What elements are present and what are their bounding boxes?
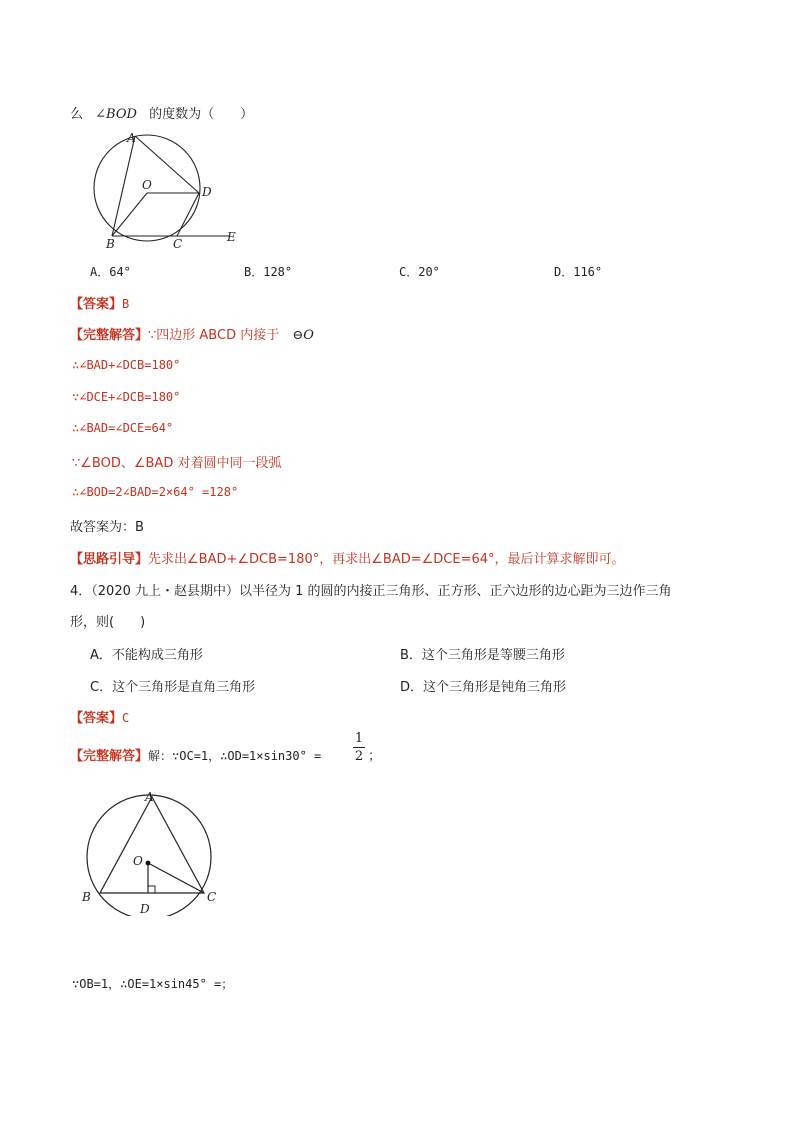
q3-answer — [70, 293, 129, 312]
q4-option-d: D．这个三角形是钝角三角形 — [400, 680, 567, 695]
q3-stem-prefix: 么 — [70, 107, 84, 122]
q4-option-a: A．不能构成三角形 — [90, 648, 203, 663]
q3-label-d: D — [202, 185, 212, 199]
q3-answer-tag: 【答案】 — [70, 297, 123, 312]
q4-stem-line1: 4．（2020 九上・赵县期中）以半径为 1 的圆的内接正三角形、正方形、正六边形的边心距为三边作三角 — [70, 584, 672, 599]
q3-solution-tag: 【完整解答】 — [70, 328, 149, 343]
q4-right-angle-mark — [148, 886, 155, 893]
q4-label-o: O — [133, 854, 143, 868]
q4-option-b: B．这个三角形是等腰三角形 — [400, 648, 565, 663]
q4-circle — [87, 795, 211, 916]
q4-option-c: C．这个三角形是直角三角形 — [90, 680, 256, 695]
q4-solution-end: ； — [368, 749, 382, 764]
q3-hint — [70, 548, 625, 567]
q4-stem-line2: 形，则( ) — [70, 615, 146, 630]
q3-circle-symbol: ⊖O — [292, 328, 314, 343]
q4-fraction-numerator: 1 — [354, 731, 364, 746]
q3-stem — [70, 103, 253, 122]
q3-hint-text: 先求出∠BAD+∠DCB=180°，再求出∠BAD=∠DCE=64°，最后计算求解即可。 — [148, 552, 625, 567]
q4-label-a: A — [145, 790, 154, 804]
q3-step-2: ∵∠DCE+∠DCB=180° — [72, 390, 181, 404]
q3-label-o: O — [142, 178, 152, 192]
q3-stem-suffix: 的度数为（ ） — [149, 107, 254, 122]
q3-figure — [80, 130, 250, 255]
q3-step-5: ∴∠BOD=2∠BAD=2×64° =128° — [72, 485, 239, 499]
q4-fraction-bar — [353, 747, 365, 748]
q3-option-c: C．20° — [399, 265, 440, 279]
q4-solution-text: 解：∵OC=1，∴OD=1×sin30° = — [148, 749, 322, 763]
q3-step-4: ∵∠BOD、∠BAD 对着圆中同一段弧 — [72, 456, 282, 471]
q3-solution-text: ∵四边形 ABCD 内接于 — [148, 328, 280, 343]
q3-hint-tag: 【思路引导】 — [70, 552, 149, 567]
q3-line-dc — [177, 193, 199, 236]
q4-fraction-denominator: 2 — [354, 749, 364, 764]
q4-answer — [70, 707, 129, 726]
q3-option-a: A．64° — [90, 265, 131, 279]
q4-fraction — [352, 731, 366, 764]
q3-label-c: C — [173, 237, 183, 251]
q4-solution-tag: 【完整解答】 — [70, 749, 149, 764]
q4-figure — [76, 786, 226, 916]
q3-option-b: B．128° — [244, 265, 293, 279]
q4-label-c: C — [207, 890, 217, 904]
q3-stem-angle: ∠BOD — [95, 107, 137, 122]
q4-label-d: D — [140, 902, 150, 916]
q3-label-e: E — [227, 230, 236, 244]
q4-solution-line1 — [70, 745, 321, 764]
q3-conclusion: 故答案为：B — [70, 520, 144, 535]
q3-step-1: ∴∠BAD+∠DCB=180° — [72, 358, 181, 372]
q4-label-b: B — [82, 890, 91, 904]
q4-answer-tag: 【答案】 — [70, 711, 123, 726]
q3-label-a: A — [127, 131, 136, 145]
q3-line-ab — [112, 136, 135, 236]
q4-center-dot — [146, 861, 151, 866]
q4-last-line: ∵OB=1，∴OE=1×sin45° =； — [72, 977, 234, 991]
q3-option-d: D．116° — [554, 265, 603, 279]
q3-label-b: B — [106, 237, 115, 251]
q3-answer-value: B — [122, 297, 130, 311]
q4-answer-value: C — [122, 711, 130, 725]
q3-solution-line1 — [70, 324, 314, 343]
q3-step-3: ∴∠BAD=∠DCE=64° — [72, 421, 174, 435]
q4-triangle — [100, 797, 204, 893]
